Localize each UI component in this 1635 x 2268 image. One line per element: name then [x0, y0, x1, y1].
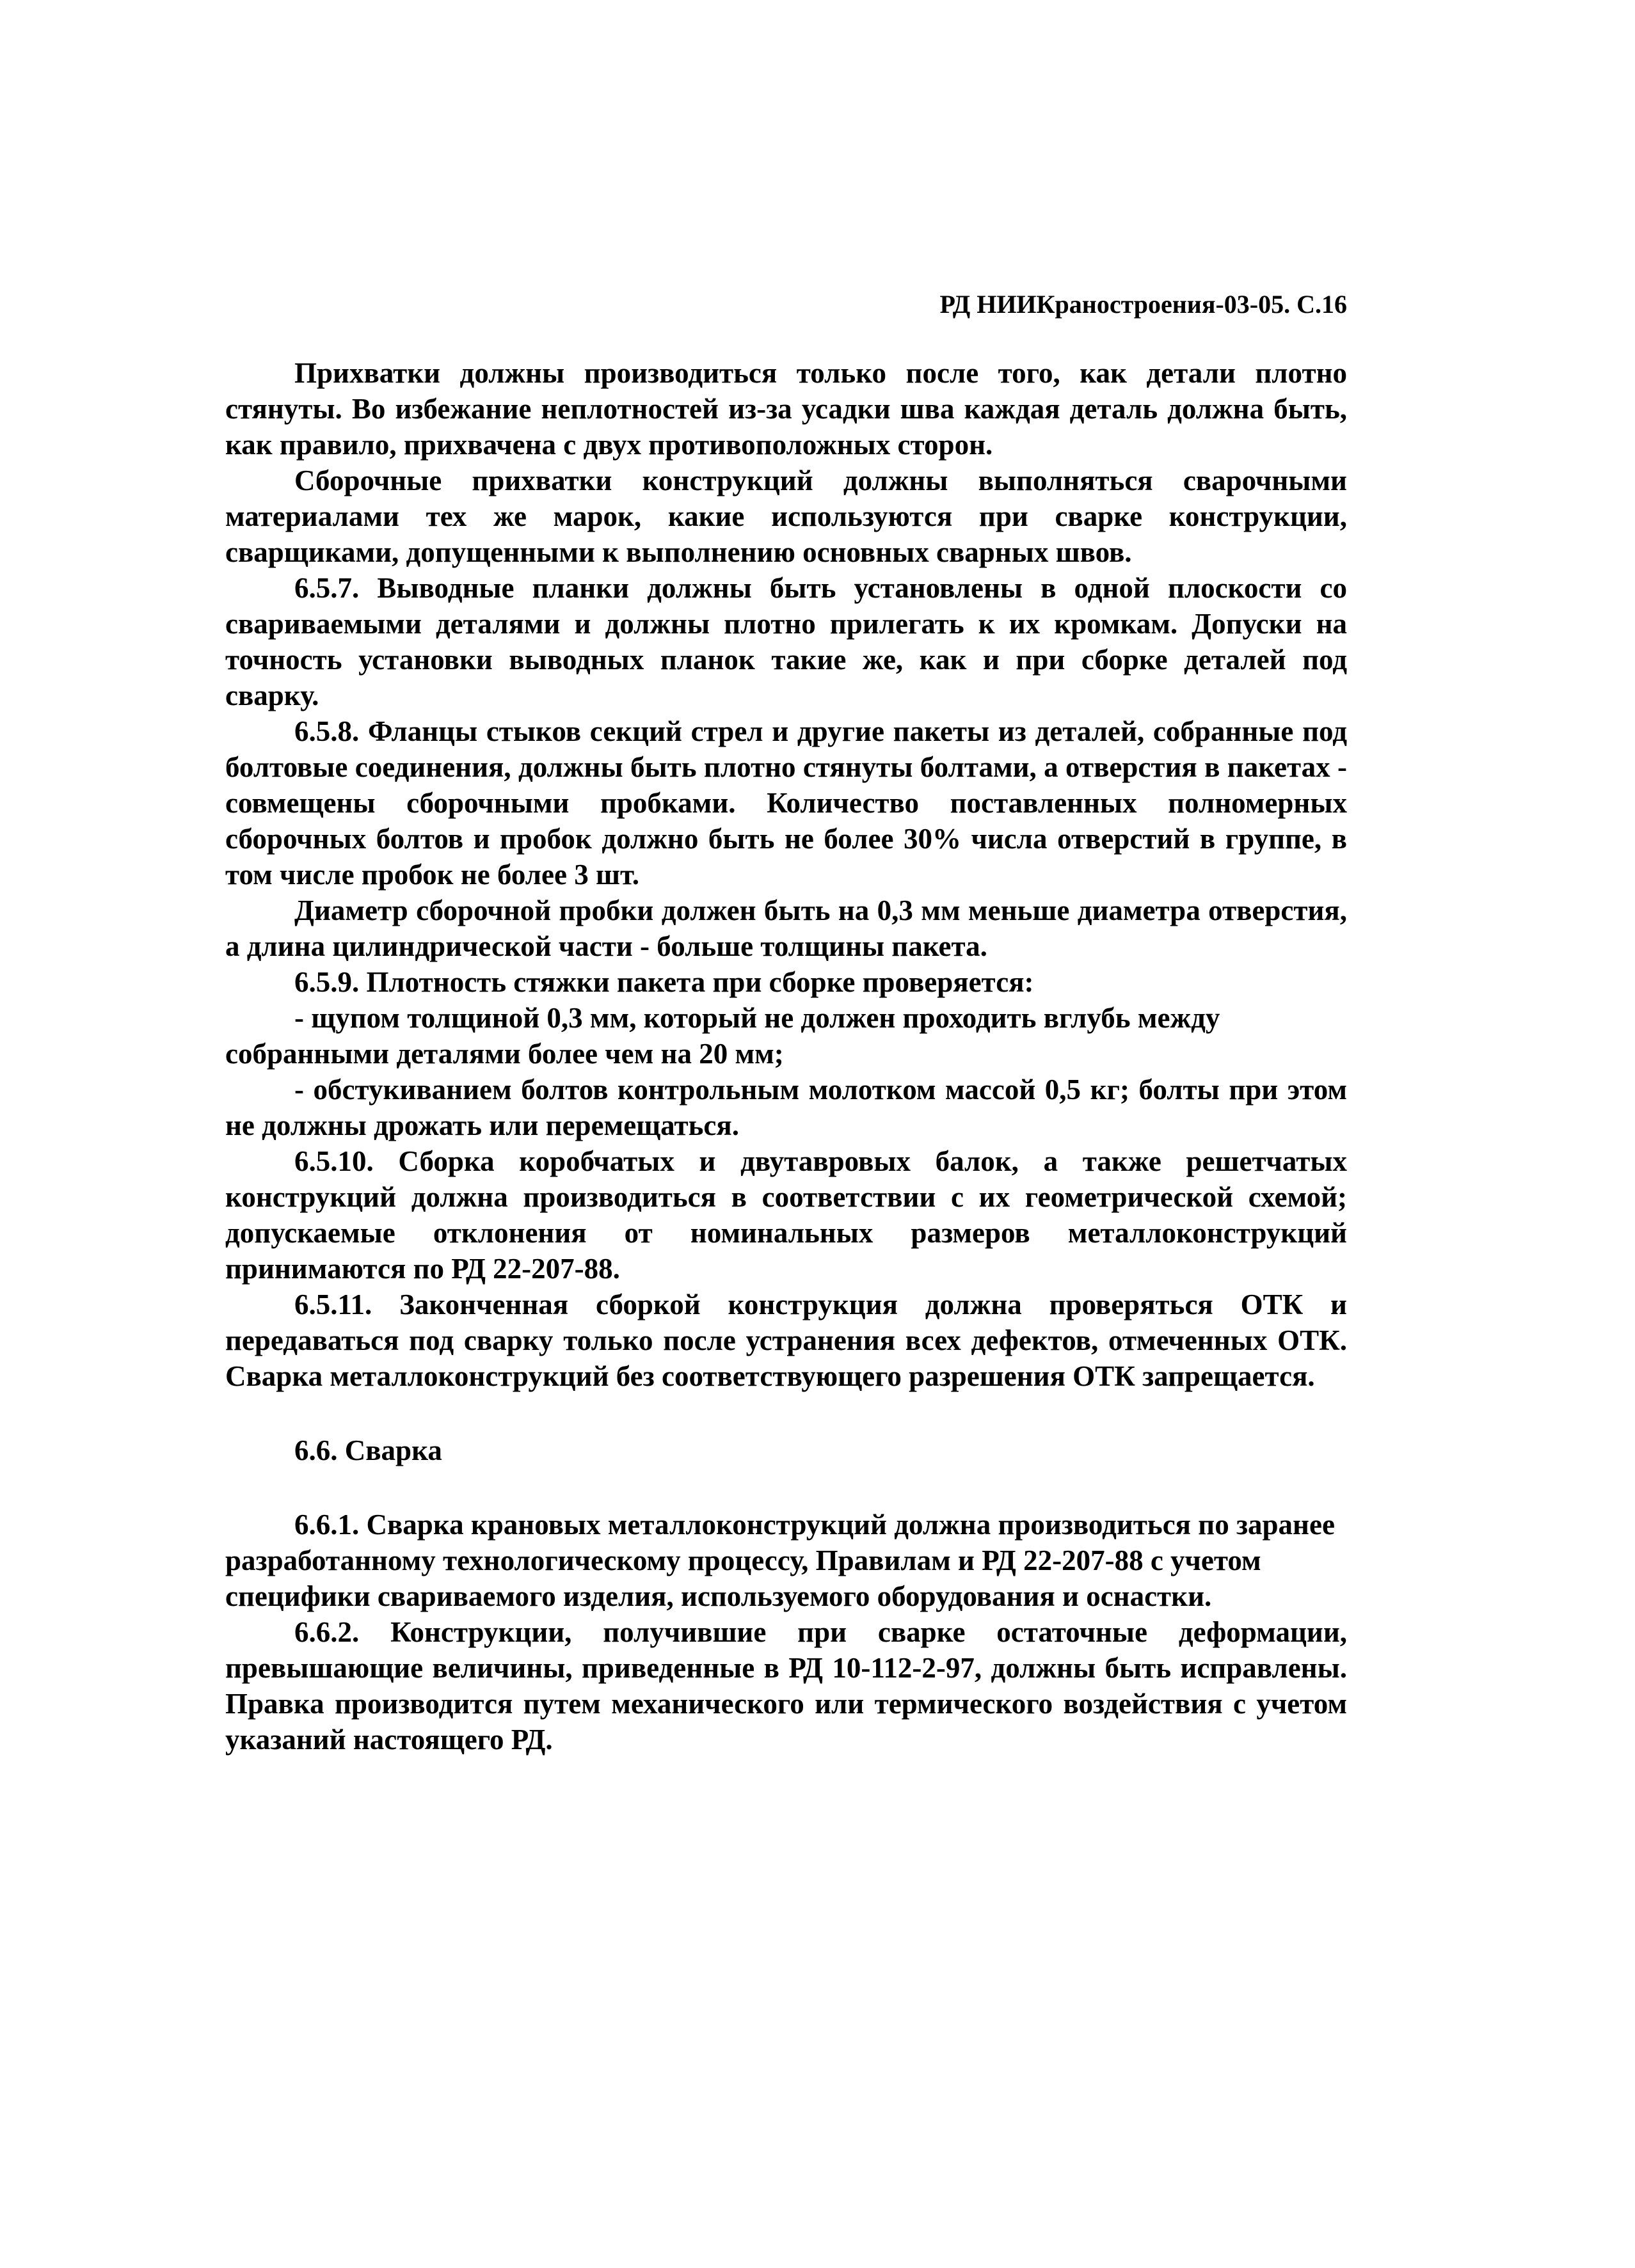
paragraph: Сборочные прихватки конструкций должны выполняться сварочными материалами тех же марок, какие используются при сварке конструкции, сварщиками, допущенными к выполнению основных сварных швов. [225, 464, 1347, 568]
paragraph-6-5-9: 6.5.9. Плотность стяжки пакета при сборке проверяется: [294, 966, 1034, 998]
paragraph-6-6-2: 6.6.2. Конструкции, получившие при сварке остаточные деформации, превышающие величины, приведенные в РД 10-112-2-97, должны быть исправлены. Правка производится путем механического или термического воздействия с учетом указаний настоящего РД. [225, 1616, 1347, 1756]
paragraph-6-5-11: 6.5.11. Законченная сборкой конструкция должна проверяться ОТК и передаваться под сварку только после устранения всех дефектов, отмеченных ОТК. Сварка металлоконструкций без соответствующего разрешения ОТК запрещается. [225, 1289, 1347, 1392]
paragraph: Прихватки должны производиться только после того, как детали плотно стянуты. Во избежание неплотностей из-за усадки шва каждая деталь должна быть, как правило, прихвачена с двух противоположных сторон. [225, 357, 1347, 461]
paragraph-6-5-8: 6.5.8. Фланцы стыков секций стрел и другие пакеты из деталей, собранные под болтовые соединения, должны быть плотно стянуты болтами, а отверстия в пакетах - совмещены сборочными пробками. Количество поставленных полномерных сборочных болтов и пробок должно быть не более 30% числа отверстий в группе, в том числе пробок не более 3 шт. [225, 715, 1347, 891]
paragraph: Диаметр сборочной пробки должен быть на 0,3 мм меньше диаметра отверстия, а длина цилиндрической части - больше толщины пакета. [225, 894, 1347, 962]
paragraph-6-5-7: 6.5.7. Выводные планки должны быть установлены в одной плоскости со свариваемыми деталями и должны плотно прилегать к их кромкам. Допуски на точность установки выводных планок такие же, как и при сборке деталей под сварку. [225, 572, 1347, 711]
paragraph-6-6-1: 6.6.1. Сварка крановых металлоконструкций должна производиться по заранее разработанному технологическому процессу, Правилам и РД 22-207-88 с учетом специфики свариваемого изделия, используемого оборудования и оснастки. [225, 1509, 1335, 1612]
list-item: - обстукиванием болтов контрольным молотком массой 0,5 кг; болты при этом не должны дрожать или перемещаться. [225, 1074, 1347, 1141]
running-header: РД НИИКраностроения-03-05. С.16 [939, 290, 1347, 319]
paragraph-6-5-10: 6.5.10. Сборка коробчатых и двутавровых балок, а также решетчатых конструкций должна производиться в соответствии с их геометрической схемой; допускаемые отклонения от номинальных размеров металлоконструкций принимаются по РД 22-207-88. [225, 1145, 1347, 1285]
list-item: - щупом толщиной 0,3 мм, который не должен проходить вглубь между собранными деталями более чем на 20 мм; [225, 1002, 1220, 1070]
document-body [225, 355, 1347, 1757]
section-title: 6.6. Сварка [294, 1434, 442, 1466]
